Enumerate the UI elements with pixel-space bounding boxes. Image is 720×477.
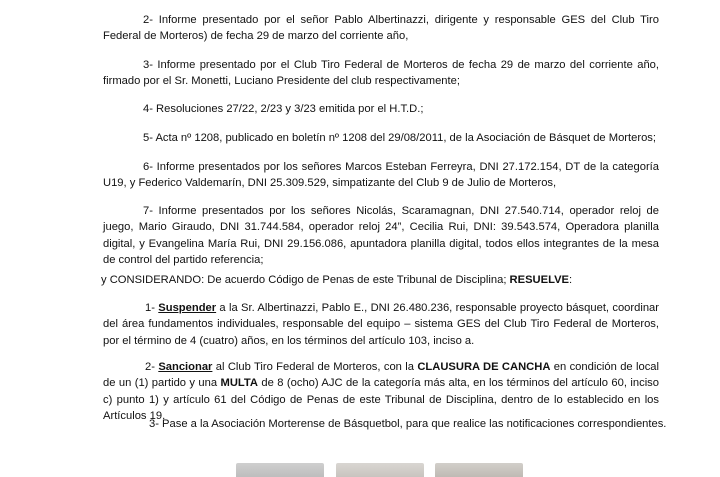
item-6: 6- Informe presentados por los señores Marcos Esteban Ferreyra, DNI 27.172.154, DT de la categoría U19, y Federico Valdemarín, DNI 25.309.529, simpatizante del Club 9 de Julio de Morteros, (103, 161, 659, 190)
resolution-1-text: a la Sr. Albertinazzi, Pablo E., DNI 26.480.236, responsable proyecto básquet, coordinar del área fundamentos individuales, responsable del equipo – sistema GES del Club Tiro Federal de Morteros, por el término de 4 (cuatro) años, en los términos del artículo 103, inciso a. (103, 302, 659, 347)
resolution-1-number: 1- (145, 302, 159, 314)
item-5: 5- Acta nº 1208, publicado en boletín nº 1208 del 29/08/2011, de la Asociación de Básquet de Morteros; (143, 132, 657, 144)
item-2: 2- Informe presentado por el señor Pablo Albertinazzi, dirigente y responsable GES del Club Tiro Federal de Morteros) de fecha 29 de marzo del corriente año, (103, 14, 659, 43)
court-closure-label: CLAUSURA DE CANCHA (417, 361, 551, 373)
resolution-3: 3- Pase a la Asociación Morterense de Básquetbol, para que realice las notificaciones correspondientes. (149, 418, 667, 430)
sanction-keyword: Sancionar (158, 361, 213, 373)
item-3: 3- Informe presentado por el Club Tiro Federal de Morteros de fecha 29 de marzo del corriente año, firmado por el Sr. Monetti, Luciano Presidente del club respectivamente; (103, 59, 659, 88)
item-7: 7- Informe presentados por los señores Nicolás, Scaramagnan, DNI 27.540.714, operador reloj de juego, Mario Giraudo, DNI 31.744.584, operador reloj 24”, Cecilia Rui, DNI: 39.543.574, Operadora planilla digital, y Evangelina María Rui, DNI 29.156.086, apuntadora planilla digital, todos ellos integrantes de la mesa de control del partido referencia; (103, 205, 659, 266)
considering-text: y CONSIDERANDO: De acuerdo Código de Penas de este Tribunal de Disciplina; (101, 274, 510, 286)
item-4: 4- Resoluciones 27/22, 2/23 y 3/23 emitida por el H.T.D.; (143, 103, 424, 115)
resolution-2-text-c: de 8 (ocho) AJC de la categoría más alta, en los términos del artículo 60, inciso c) punto 1) y artículo 61 del Código de Penas de este Tribunal de Disciplina, dentro de lo establecido en los Artículos 19. (103, 377, 659, 422)
fine-label: MULTA (220, 377, 258, 390)
resolution-2-text-a: al Club Tiro Federal de Morteros, con la (212, 361, 418, 373)
resolution-2-text-b: en condición de local de un (1) partido y una (103, 361, 660, 390)
considering-tail: : (569, 274, 573, 286)
resolution-2-number: 2- (145, 361, 159, 373)
resolution-2 (103, 359, 659, 424)
suspend-keyword: Suspender (158, 302, 217, 314)
considering-paragraph (101, 272, 657, 288)
resolution-1 (103, 300, 659, 349)
resolve-label: RESUELVE (509, 274, 570, 286)
